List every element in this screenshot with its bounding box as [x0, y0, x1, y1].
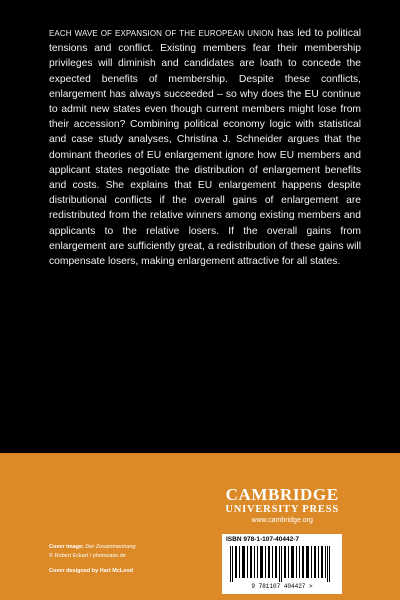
designer-credit: Cover designed by Hart McLeod — [49, 568, 134, 574]
back-cover-blurb — [49, 26, 361, 269]
blurb-lead: EACH WAVE OF EXPANSION OF THE EUROPEAN UNION — [49, 29, 274, 38]
publisher-logo — [225, 486, 339, 525]
publisher-band — [0, 453, 400, 600]
publisher-url: www.cambridge.org — [251, 517, 313, 524]
publisher-subtitle: UNIVERSITY PRESS — [225, 504, 339, 515]
barcode-digits: 9 781107 404427 > — [251, 583, 313, 590]
blurb-body: has led to political tensions and conflict. Existing members fear their membership privileges will diminish and candidates are loath to concede the expected benefits of membership. Despite these conflicts, enlargement has always succeeded – so why does the EU continue to admit new states even though current members might lose from their accession? Combining political economy logic with statistical and case study analyses, Christina J. Schneider argues that the dominant theories of EU enlargement ignore how EU members and applicant states negotiate the distribution of enlargement benefits and costs. She explains that EU enlargement happens despite distributional conflicts if the overall gains of enlargement are redistributed from the relative winners among existing members and applicants to the relative losers. If the overall gains from enlargement are sufficiently great, a redistribution of these gains will compensate losers, making enlargement attractive for all states. — [49, 28, 361, 268]
cover-image-credit: Cover image: Der Zusammenhang — [49, 544, 136, 550]
isbn-text: ISBN 978-1-107-40442-7 — [226, 536, 299, 543]
publisher-name: CAMBRIDGE — [225, 485, 339, 504]
barcode-bars-icon — [228, 546, 332, 582]
cover-image-title: Der Zusammenhang — [85, 544, 136, 550]
cover-credits — [49, 543, 136, 576]
barcode — [222, 534, 342, 594]
photo-credit: © Robert Eckart / photocase.de — [49, 553, 126, 559]
